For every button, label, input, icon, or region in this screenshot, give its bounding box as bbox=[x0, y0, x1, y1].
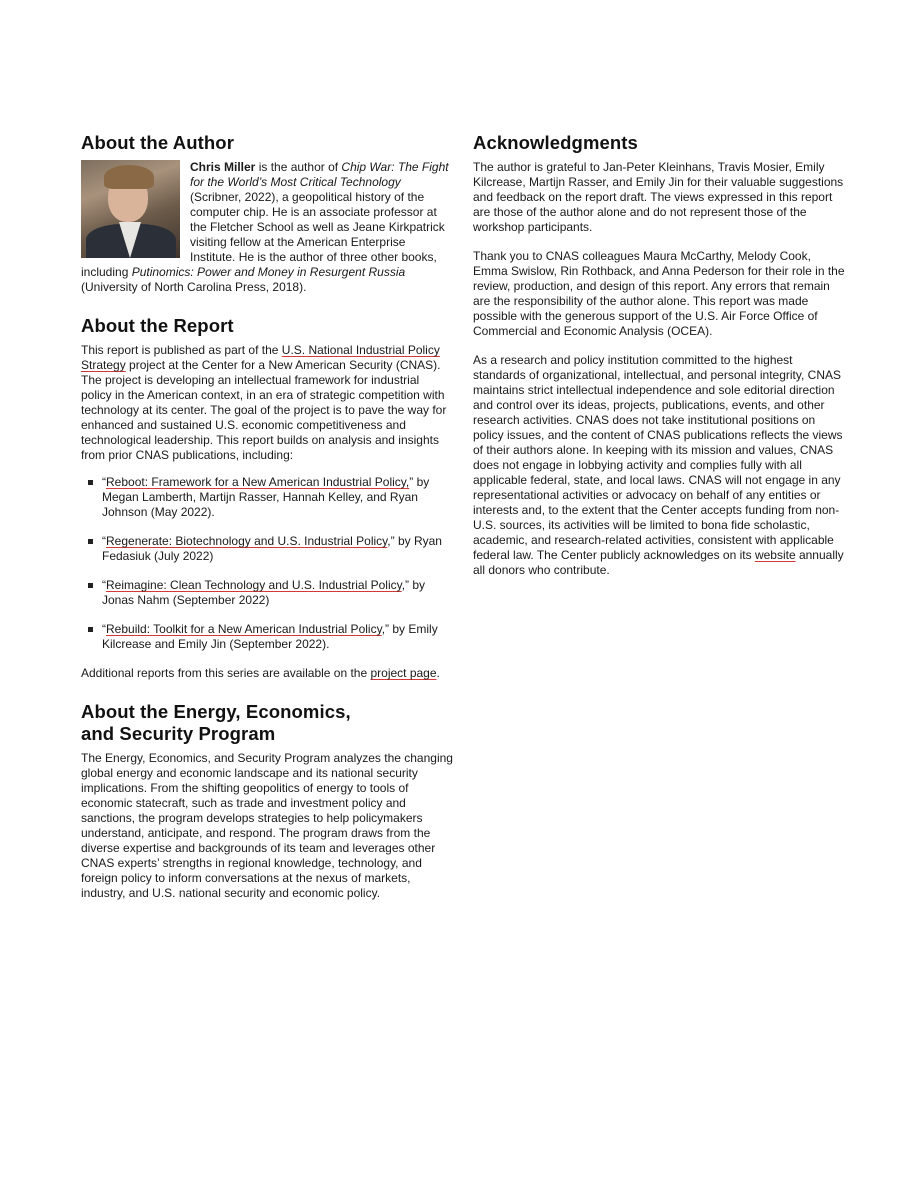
about-report-heading: About the Report bbox=[81, 315, 234, 336]
acknowledgments-heading: Acknowledgments bbox=[473, 132, 638, 153]
bio-text-3: (University of North Carolina Press, 2018). bbox=[81, 280, 307, 294]
list-item: “Reboot: Framework for a New American Industrial Policy,” by Megan Lamberth, Martijn Rasser, Hannah Kelley, and Ryan Johnson (May 2022). bbox=[81, 475, 453, 520]
author-photo bbox=[81, 160, 180, 258]
about-author-section bbox=[81, 132, 453, 295]
report-text-1: This report is published as part of the bbox=[81, 343, 282, 357]
acknowledgments-section bbox=[473, 132, 845, 578]
about-program-paragraph: The Energy, Economics, and Security Program analyzes the changing global energy and economic landscape and its national security implications. From the shifting geopolitics of energy to tools of economic statecraft, such as trade and investment policy and sanctions, the program develops strategies to help policymakers understand, anticipate, and respond. The program draws from the diverse expertise and backgrounds of its team and leverages other CNAS experts’ strengths in regional knowledge, technology, and foreign policy to inform conversations at the nexus of markets, industry, and U.S. national security and economic policy. bbox=[81, 751, 453, 900]
acknowledgments-paragraph-1: The author is grateful to Jan-Peter Kleinhans, Travis Mosier, Emily Kilcrease, Martijn Rasser, and Emily Jin for their valuable suggestions and feedback on the report draft. The views expressed in this report are those of the author alone and do not represent those of the workshop participants. bbox=[473, 160, 844, 234]
about-program-heading: About the Energy, Economics, and Security Program bbox=[81, 701, 351, 744]
list-item: “Rebuild: Toolkit for a New American Industrial Policy,” by Emily Kilcrease and Emily Jin (September 2022). bbox=[81, 622, 453, 652]
left-column bbox=[81, 132, 453, 915]
right-column bbox=[473, 132, 845, 592]
project-page-link[interactable]: project page bbox=[370, 666, 437, 680]
book-title-chip-war: Chip War: The Fight for the World’s Most Critical Technology bbox=[190, 160, 449, 189]
report-list bbox=[81, 475, 453, 652]
about-report-paragraph bbox=[81, 343, 453, 463]
bio-text-2: (Scribner, 2022), a geopolitical history of the computer chip. He is an associate professor at the Fletcher School as well as Jeane Kirkpatrick visiting fellow at the American Enterprise Institute. He is the author of three other books, including bbox=[81, 190, 445, 279]
book-title-putinomics: Putinomics: Power and Money in Resurgent Russia bbox=[131, 265, 406, 279]
author-name: Chris Miller bbox=[190, 160, 256, 174]
about-author-heading: About the Author bbox=[81, 132, 234, 153]
industrial-policy-strategy-link[interactable]: U.S. National Industrial Policy Strategy bbox=[81, 343, 440, 372]
reimagine-report-link[interactable]: Reimagine: Clean Technology and U.S. Industrial Policy bbox=[106, 578, 402, 592]
acknowledgments-paragraph-3: As a research and policy institution committed to the highest standards of organizational, intellectual, and personal integrity, CNAS maintains strict intellectual independence and sole editorial direction and control over its ideas, projects, publications, events, and other research activities. CNAS does not take institutional positions on policy issues, and the content of CNAS publications reflects the views of their authors alone. In keeping with its mission and values, CNAS does not engage in lobbying activity and complies fully with all applicable federal, state, and local laws. CNAS will not engage in any representational activities or advocacy on behalf of any entities or interests and, to the extent that the Center accepts funding from non-U.S. sources, its activities will be limited to bona fide scholastic, academic, and research-related activities, consistent with applicable federal law. The Center publicly acknowledges on its website annually all donors who contribute. bbox=[473, 353, 844, 577]
reboot-report-link[interactable]: Reboot: Framework for a New American Industrial Policy, bbox=[106, 475, 410, 489]
rebuild-report-link[interactable]: Rebuild: Toolkit for a New American Industrial Policy bbox=[106, 622, 382, 636]
list-item: “Regenerate: Biotechnology and U.S. Industrial Policy,” by Ryan Fedasiuk (July 2022) bbox=[81, 534, 453, 564]
list-item: “Reimagine: Clean Technology and U.S. Industrial Policy,” by Jonas Nahm (September 2022) bbox=[81, 578, 453, 608]
report-text-2: project at the Center for a New American Security (CNAS). The project is developing an intellectual framework for industrial policy in the American context, in an era of strategic competition with technology at its center. The goal of the project is to pave the way for enhanced and sustained U.S. economic competitiveness and technological leadership. This report builds on analysis and insights from prior CNAS publications, including: bbox=[81, 358, 447, 462]
regenerate-report-link[interactable]: Regenerate: Biotechnology and U.S. Industrial Policy bbox=[106, 534, 388, 548]
website-link[interactable]: website bbox=[754, 548, 796, 562]
additional-reports-paragraph: Additional reports from this series are available on the project page. bbox=[81, 666, 440, 680]
bio-text-1: is the author of bbox=[255, 160, 342, 174]
acknowledgments-paragraph-2: Thank you to CNAS colleagues Maura McCarthy, Melody Cook, Emma Swislow, Rin Rothback, and Anna Pederson for their role in the review, production, and design of this report. Any errors that remain are the responsibility of the author alone. This report was made possible with the generous support of the U.S. Air Force Office of Commercial and Economic Analysis (OCEA). bbox=[473, 249, 845, 338]
about-program-section bbox=[81, 695, 453, 901]
about-report-section bbox=[81, 309, 453, 681]
